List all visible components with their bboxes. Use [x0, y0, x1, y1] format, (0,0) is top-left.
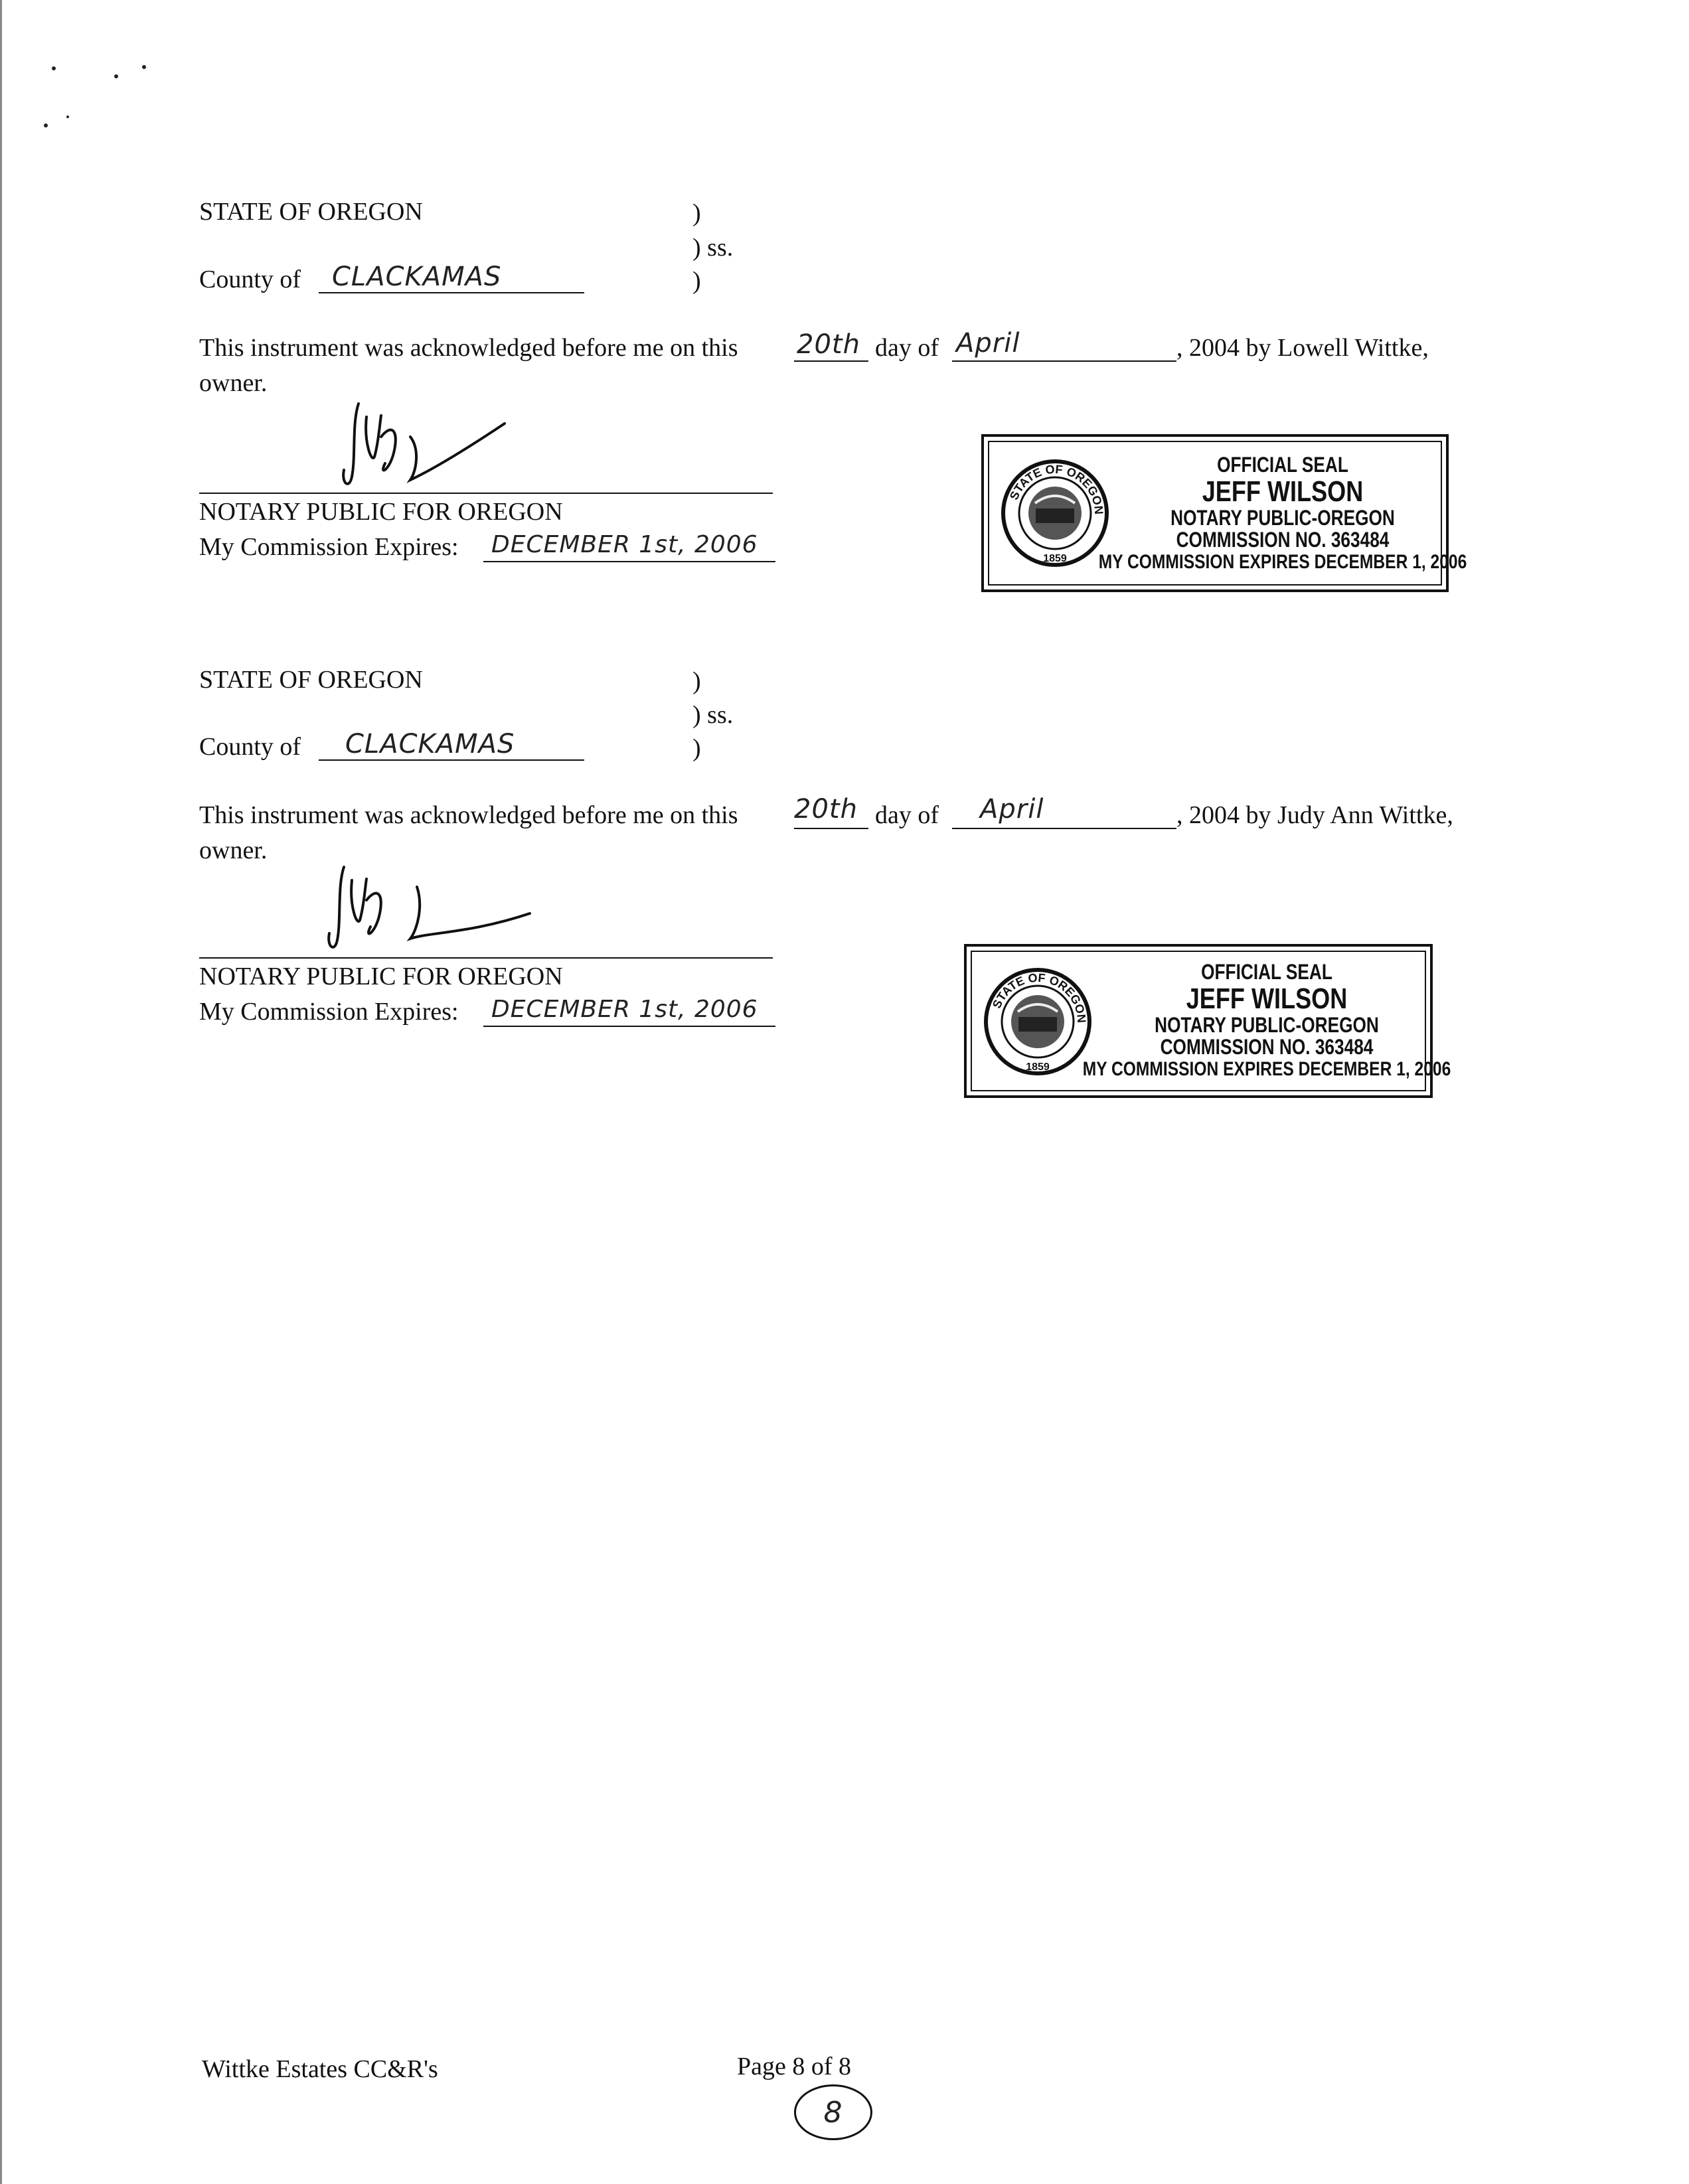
seal-name: JEFF WILSON: [1186, 982, 1348, 1015]
county-label: County of: [199, 733, 301, 761]
seal-expires: MY COMMISSION EXPIRES DECEMBER 1, 2006: [1082, 1057, 1451, 1080]
seal-name: JEFF WILSON: [1202, 475, 1364, 508]
county-handwritten: CLACKAMAS: [345, 729, 515, 759]
month-underline: [952, 360, 1176, 362]
expires-underline: [483, 561, 775, 562]
ss-label: ) ss.: [692, 701, 734, 729]
county-handwritten: CLACKAMAS: [332, 262, 502, 292]
bracket-paren: ): [692, 267, 701, 295]
day-of-label: day of: [875, 334, 939, 362]
scan-edge: [0, 0, 2, 2184]
acknowledgment-suffix: , 2004 by Judy Ann Wittke,: [1176, 801, 1453, 829]
commission-expires-label: My Commission Expires:: [199, 998, 459, 1026]
seal-role: NOTARY PUBLIC-OREGON: [1170, 505, 1395, 530]
page-number: Page 8 of 8: [737, 2053, 852, 2080]
ss-label: ) ss.: [692, 234, 734, 262]
circled-page-mark: [794, 2084, 872, 2140]
owner-label: owner.: [199, 836, 268, 864]
seal-role: NOTARY PUBLIC-OREGON: [1155, 1012, 1379, 1037]
expires-handwritten: DECEMBER 1st, 2006: [491, 531, 758, 558]
document-title: Wittke Estates CC&R's: [202, 2055, 438, 2083]
official-seal-stamp: [981, 434, 1467, 592]
day-of-label: day of: [875, 801, 939, 829]
seal-commission: COMMISSION NO. 363484: [1176, 528, 1390, 552]
bracket-paren: ): [692, 667, 701, 695]
official-seal-stamp: [964, 944, 1451, 1098]
owner-label: owner.: [199, 369, 268, 397]
month-underline: [952, 828, 1176, 829]
scan-speck: [142, 65, 146, 69]
scan-speck: [52, 66, 56, 70]
day-handwritten: 20th: [797, 329, 860, 360]
day-underline: [794, 828, 868, 829]
seal-title: OFFICIAL SEAL: [1217, 453, 1348, 477]
expires-handwritten: DECEMBER 1st, 2006: [491, 996, 758, 1023]
county-underline: [319, 292, 584, 293]
expires-underline: [483, 1026, 775, 1027]
seal-title: OFFICIAL SEAL: [1201, 960, 1332, 984]
state-heading: STATE OF OREGON: [199, 198, 423, 226]
notary-public-label: NOTARY PUBLIC FOR OREGON: [199, 963, 563, 990]
notary-public-label: NOTARY PUBLIC FOR OREGON: [199, 498, 563, 526]
svg-text:STATE OF OREGON: STATE OF OREGON: [990, 971, 1089, 1024]
svg-text:1859: 1859: [1043, 553, 1067, 564]
scan-speck: [114, 74, 118, 78]
month-handwritten: April: [956, 328, 1020, 358]
seal-expires: MY COMMISSION EXPIRES DECEMBER 1, 2006: [1098, 550, 1467, 573]
acknowledgment-prefix: This instrument was acknowledged before me on this: [199, 334, 738, 362]
svg-text:1859: 1859: [1026, 1061, 1050, 1073]
svg-text:STATE OF OREGON: STATE OF OREGON: [1007, 462, 1106, 515]
signature-line: [199, 493, 773, 494]
day-underline: [794, 360, 868, 362]
seal-commission: COMMISSION NO. 363484: [1160, 1035, 1374, 1059]
bracket-paren: ): [692, 199, 701, 227]
notary-signature: [317, 860, 543, 960]
month-handwritten: April: [980, 794, 1044, 824]
scan-speck: [66, 116, 69, 118]
bracket-paren: ): [692, 734, 701, 762]
acknowledgment-prefix: This instrument was acknowledged before me on this: [199, 801, 738, 829]
day-handwritten: 20th: [794, 794, 858, 824]
county-label: County of: [199, 266, 301, 293]
notary-signature: [332, 397, 531, 497]
state-heading: STATE OF OREGON: [199, 666, 423, 694]
commission-expires-label: My Commission Expires:: [199, 533, 459, 561]
circled-number: 8: [823, 2096, 843, 2130]
county-underline: [319, 759, 584, 761]
acknowledgment-suffix: , 2004 by Lowell Wittke,: [1176, 334, 1429, 362]
scan-speck: [44, 123, 48, 127]
signature-line: [199, 957, 773, 959]
